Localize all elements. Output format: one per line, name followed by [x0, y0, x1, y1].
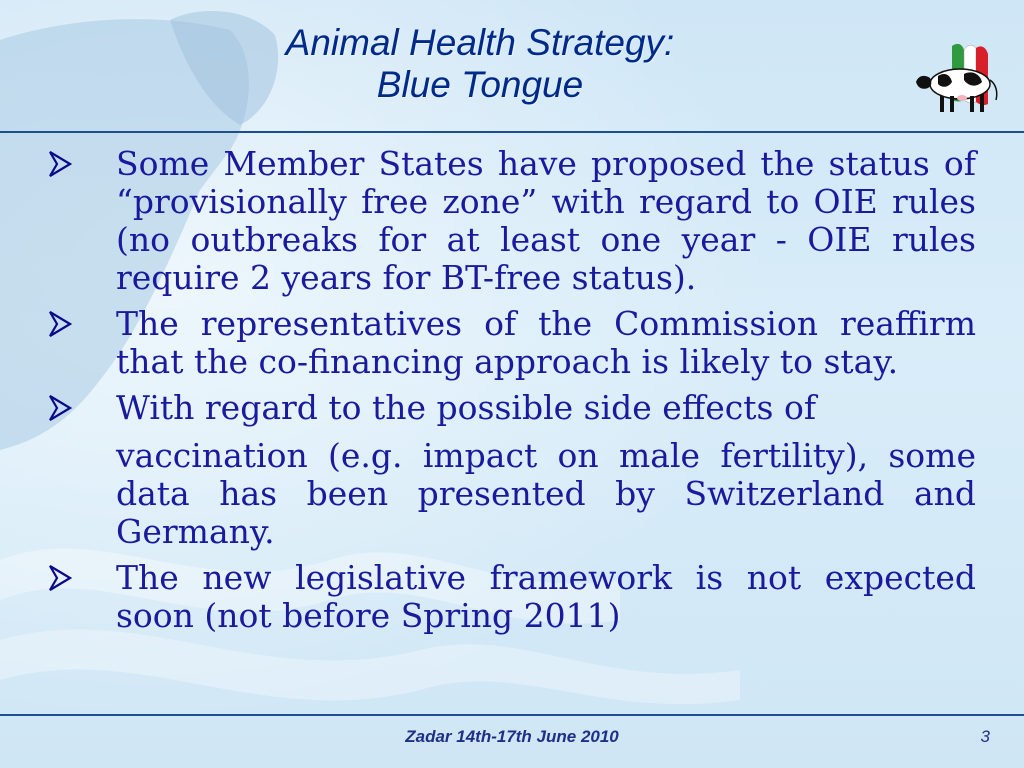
- cow-flag-logo: [912, 40, 1016, 118]
- arrowhead-bullet-icon: [48, 395, 72, 421]
- slide-title-line-2: Blue Tongue: [376, 64, 584, 105]
- bullet-item-4: [48, 559, 976, 635]
- slide-content: [48, 145, 976, 635]
- footer-event-text: Zadar 14th-17th June 2010: [405, 727, 619, 746]
- bullet-item-2: [48, 305, 976, 381]
- title-rule: [0, 131, 1024, 133]
- slide-number: 3: [980, 727, 990, 746]
- bullet-text-2: The representatives of the Commission reaffirm that the co-financing approach is likely to stay.: [116, 304, 976, 381]
- bullet-item-1: [48, 145, 976, 297]
- slide-title: [0, 22, 960, 106]
- bullet-continuation: [48, 437, 976, 551]
- bullet-text-1: Some Member States have proposed the status of “provisionally free zone” with regard to OIE rules (no outbreaks for at least one year - OIE rules require 2 years for BT-free status).: [116, 144, 976, 297]
- footer-rule: [0, 714, 1024, 716]
- arrowhead-bullet-icon: [48, 565, 72, 591]
- slide-title-line-1: Animal Health Strategy:: [285, 22, 675, 63]
- bullet-item-3: [48, 389, 976, 427]
- bullet-continuation-text: vaccination (e.g. impact on male fertility), some data has been presented by Switzerland and Germany.: [116, 436, 976, 551]
- arrowhead-bullet-icon: [48, 311, 72, 337]
- bullet-text-3: With regard to the possible side effects of: [116, 388, 817, 427]
- arrowhead-bullet-icon: [48, 151, 72, 177]
- bullet-text-4: The new legislative framework is not expected soon (not before Spring 2011): [116, 558, 976, 635]
